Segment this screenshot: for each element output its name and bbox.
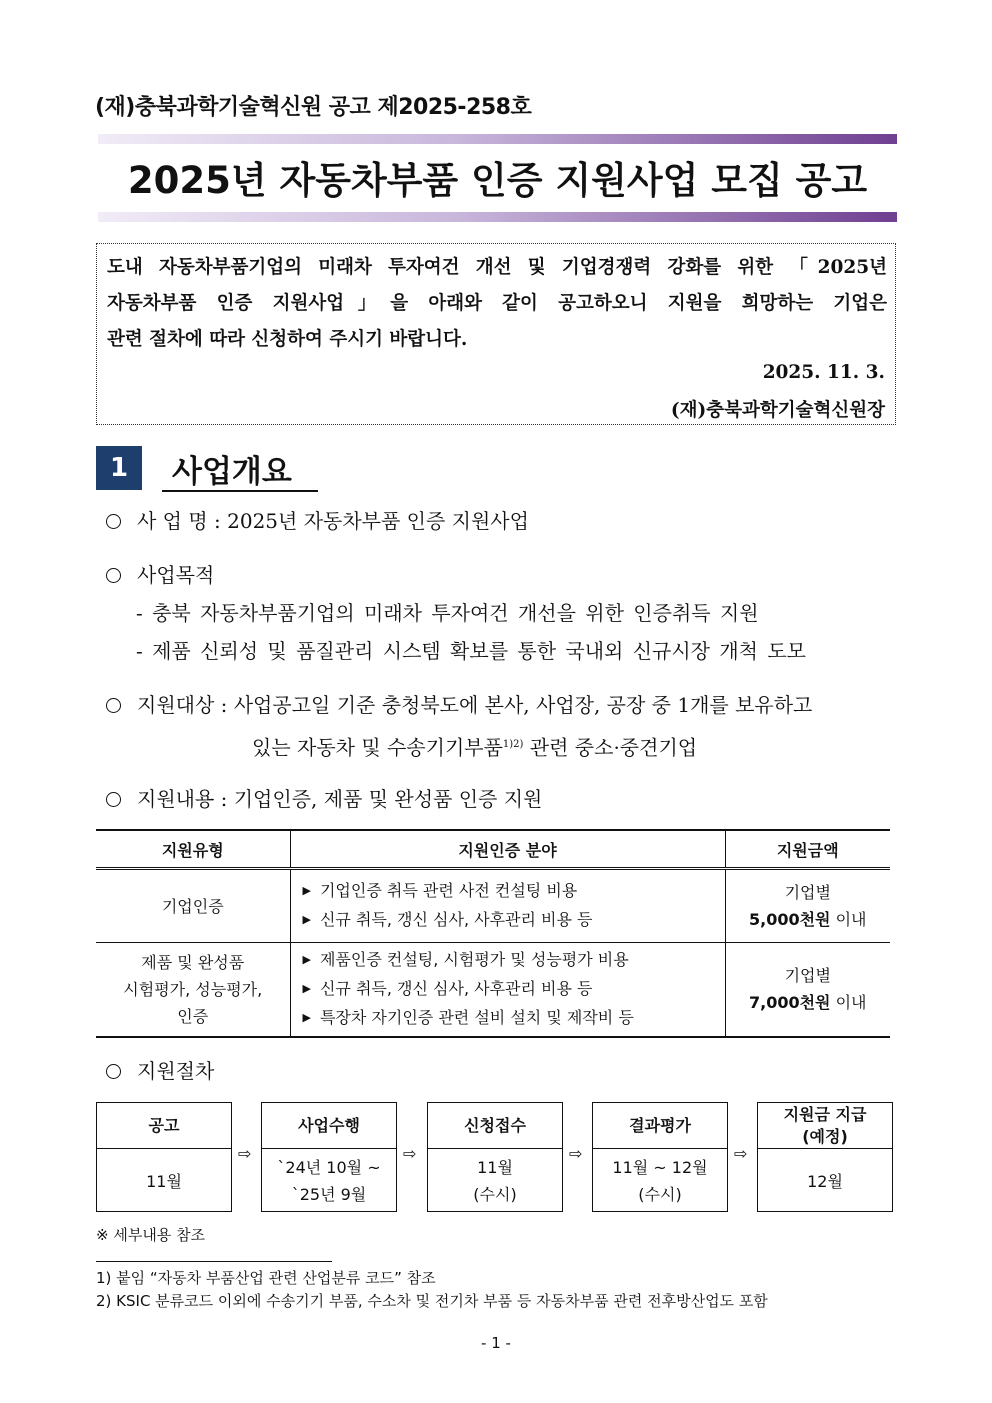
support-amount-cell: 기업별 5,000천원 이내 xyxy=(725,869,890,943)
arrow-right-icon: ⇨ xyxy=(238,1144,252,1163)
content-item: 지원내용 : 기업인증, 제품 및 완성품 인증 지원 xyxy=(106,784,542,814)
arrow-right-icon: ⇨ xyxy=(403,1144,417,1163)
triangle-bullet-icon: ▶ xyxy=(302,913,311,926)
list-item: ▶ 제품인증 컨설팅, 시험평가 및 성능평가 비용 xyxy=(302,949,629,969)
footnote: 2) KSIC 분류코드 이외에 수송기기 부품, 수소차 및 전기차 부품 등 자동차부품 관련 전후방산업도 포함 xyxy=(96,1292,768,1310)
procedure-step-period: 11월 (수시) xyxy=(473,1158,517,1204)
footnote-divider xyxy=(96,1261,332,1262)
table-header: 지원금액 xyxy=(725,830,890,869)
support-type-cell: 제품 및 완성품 시험평가, 성능평가, 인증 xyxy=(96,943,290,1037)
procedure-step-title: 결과평가 xyxy=(593,1103,727,1149)
procedure-step-title: 지원금 지급 (예정) xyxy=(758,1103,892,1149)
procedure-step xyxy=(427,1102,563,1212)
section-title: 사업개요 xyxy=(172,454,292,490)
table-header: 지원유형 xyxy=(96,830,290,869)
announcement-date: 2025. 11. 3. xyxy=(762,362,885,383)
table-header: 지원인증 분야 xyxy=(290,830,725,869)
procedure-item: 지원절차 xyxy=(106,1056,214,1086)
title-decoration-top xyxy=(98,134,897,144)
procedure-step-title: 사업수행 xyxy=(262,1103,396,1149)
procedure-step xyxy=(757,1102,893,1212)
intro-box xyxy=(96,243,896,425)
procedure-step-period: 11월 xyxy=(146,1171,182,1191)
triangle-bullet-icon: ▶ xyxy=(302,952,311,966)
list-item: ▶ 특장차 자기인증 관련 설비 설치 및 제작비 등 xyxy=(302,1007,634,1027)
arrow-right-icon: ⇨ xyxy=(569,1144,583,1163)
intro-text xyxy=(107,250,887,358)
procedure-step-title: 공고 xyxy=(97,1103,231,1149)
triangle-bullet-icon: ▶ xyxy=(302,884,311,897)
purpose-subitem: - 제품 신뢰성 및 품질관리 시스템 확보를 통한 국내외 신규시장 개척 도모 xyxy=(136,639,806,663)
list-item: ▶ 신규 취득, 갱신 심사, 사후관리 비용 등 xyxy=(302,910,593,929)
circle-bullet-icon xyxy=(106,1064,121,1079)
target-item-continued: 있는 자동차 및 수송기기부품$^{1)2)}$ 관련 중소·중견기업 xyxy=(252,735,698,760)
support-table xyxy=(96,829,890,1038)
footnote-ref: 1)2) xyxy=(502,739,524,750)
table-row xyxy=(96,869,890,943)
table-row xyxy=(96,943,890,1037)
support-type-cell: 기업인증 xyxy=(96,869,290,943)
purpose-subitem: - 충북 자동차부품기업의 미래차 투자여건 개선을 위한 인증취득 지원 xyxy=(136,601,759,625)
support-amount-cell: 기업별 7,000천원 이내 xyxy=(725,943,890,1037)
section-number-badge: 1 xyxy=(96,446,142,490)
notice-number: (재)충북과학기술혁신원 공고 제2025-258호 xyxy=(95,95,532,120)
purpose-item: 사업목적 xyxy=(106,560,214,590)
procedure-step-period: 12월 xyxy=(807,1171,843,1191)
list-item: ▶ 신규 취득, 갱신 심사, 사후관리 비용 등 xyxy=(302,978,593,998)
procedure-step xyxy=(261,1102,397,1212)
intro-line: 도내 자동차부품기업의 미래차 투자여건 개선 및 기업경쟁력 강화를 위한 「2025년 xyxy=(107,257,887,278)
procedure-step xyxy=(592,1102,728,1212)
support-field-cell xyxy=(290,869,725,943)
page-title: 2025년 자동차부품 인증 지원사업 모집 공고 xyxy=(127,159,868,202)
announcing-organization: (재)충북과학기술혁신원장 xyxy=(670,400,885,421)
footnote: 1) 붙임 “자동차 부품산업 관련 산업분류 코드” 참조 xyxy=(96,1269,436,1287)
intro-line: 자동차부품 인증 지원사업」을 아래와 같이 공고하오니 지원을 희망하는 기업은 xyxy=(107,293,887,314)
procedure-step-title: 신청접수 xyxy=(428,1103,562,1149)
triangle-bullet-icon: ▶ xyxy=(302,981,311,995)
procedure-step xyxy=(96,1102,232,1212)
support-field-cell xyxy=(290,943,725,1037)
circle-bullet-icon xyxy=(106,698,121,713)
section-title-underline xyxy=(162,490,318,492)
circle-bullet-icon xyxy=(106,792,121,807)
triangle-bullet-icon: ▶ xyxy=(302,1010,311,1024)
list-item: ▶ 기업인증 취득 관련 사전 컨설팅 비용 xyxy=(302,881,578,900)
procedure-step-period: 11월 ~ 12월 (수시) xyxy=(612,1158,708,1204)
reference-note: ※ 세부내용 참조 xyxy=(96,1226,206,1244)
circle-bullet-icon xyxy=(106,568,121,583)
page-number: - 1 - xyxy=(481,1334,511,1352)
procedure-step-period: `24년 10월 ~ `25년 9월 xyxy=(277,1158,381,1204)
project-name-item: 사 업 명 : 2025년 자동차부품 인증 지원사업 xyxy=(106,506,529,536)
circle-bullet-icon xyxy=(106,514,121,529)
arrow-right-icon: ⇨ xyxy=(734,1144,748,1163)
intro-line: 관련 절차에 따라 신청하여 주시기 바랍니다. xyxy=(107,329,468,350)
target-item: 지원대상 : 사업공고일 기준 충청북도에 본사, 사업장, 공장 중 1개를 보유하고 xyxy=(106,690,812,720)
title-decoration-bottom xyxy=(98,212,897,222)
table-header-row xyxy=(96,830,890,869)
